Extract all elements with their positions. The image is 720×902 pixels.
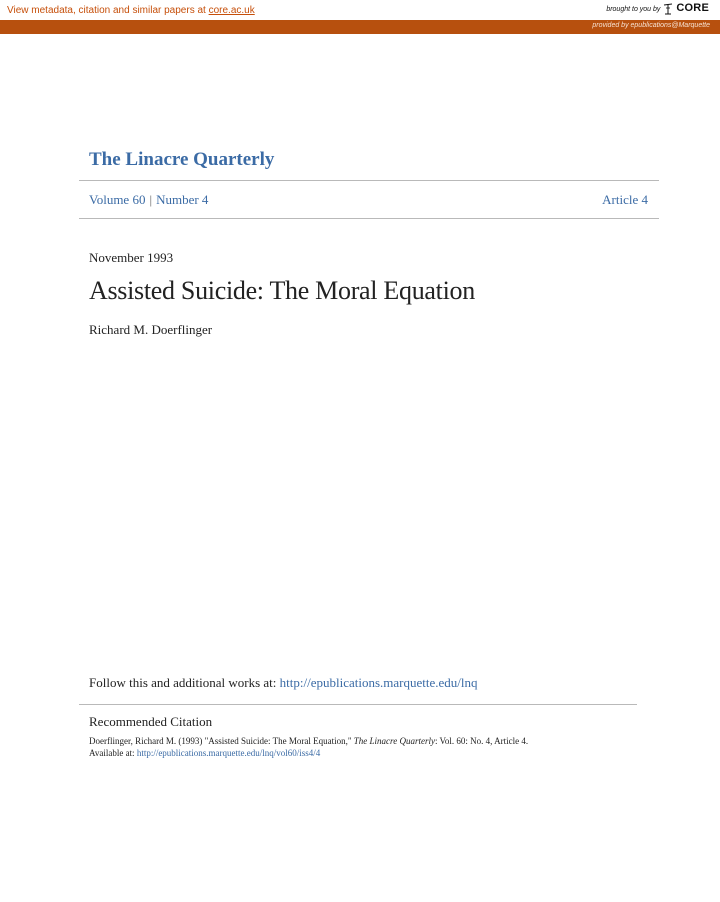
core-view-metadata bbox=[7, 5, 255, 16]
follow-line bbox=[89, 675, 478, 691]
available-at-line bbox=[89, 747, 528, 759]
publication-date: November 1993 bbox=[89, 250, 174, 265]
citation-text bbox=[89, 735, 528, 747]
article-title: Assisted Suicide: The Moral Equation bbox=[89, 276, 475, 305]
volume-link[interactable]: Volume 60 bbox=[89, 192, 146, 207]
core-logo-icon bbox=[663, 2, 673, 16]
follow-url-link[interactable]: http://epublications.marquette.edu/lnq bbox=[279, 675, 478, 690]
available-url-link[interactable]: http://epublications.marquette.edu/lnq/vol60/iss4/4 bbox=[136, 748, 321, 758]
core-logo-text[interactable]: CORE bbox=[676, 2, 709, 14]
volume-line bbox=[89, 192, 648, 208]
core-view-text: View metadata, citation and similar papers at bbox=[7, 5, 209, 16]
available-label: Available at: bbox=[89, 748, 137, 758]
top-divider bbox=[79, 180, 659, 181]
core-provider-bar bbox=[0, 20, 720, 34]
journal-title[interactable]: The Linacre Quarterly bbox=[89, 149, 275, 170]
citation-journal: The Linacre Quarterly bbox=[353, 736, 435, 746]
recommended-citation-heading: Recommended Citation bbox=[89, 714, 213, 729]
core-link[interactable]: core.ac.uk bbox=[208, 5, 255, 16]
article-author: Richard M. Doerflinger bbox=[89, 322, 213, 337]
citation-post: : Vol. 60: No. 4, Article 4. bbox=[434, 736, 529, 746]
number-link[interactable]: Number 4 bbox=[156, 192, 209, 207]
follow-label: Follow this and additional works at: bbox=[89, 675, 280, 690]
citation-divider bbox=[79, 704, 637, 705]
volume-separator: | bbox=[149, 192, 153, 207]
citation-pre: Doerflinger, Richard M. (1993) "Assisted Suicide: The Moral Equation," bbox=[89, 736, 354, 746]
provided-by-text: provided by epublications@Marquette bbox=[592, 22, 710, 29]
volume-divider bbox=[79, 218, 659, 219]
citation-block bbox=[89, 735, 528, 759]
brought-to-you-text: brought to you by bbox=[606, 6, 661, 13]
article-number-link[interactable]: Article 4 bbox=[602, 192, 648, 207]
core-banner bbox=[0, 0, 720, 20]
core-brand bbox=[606, 2, 709, 16]
